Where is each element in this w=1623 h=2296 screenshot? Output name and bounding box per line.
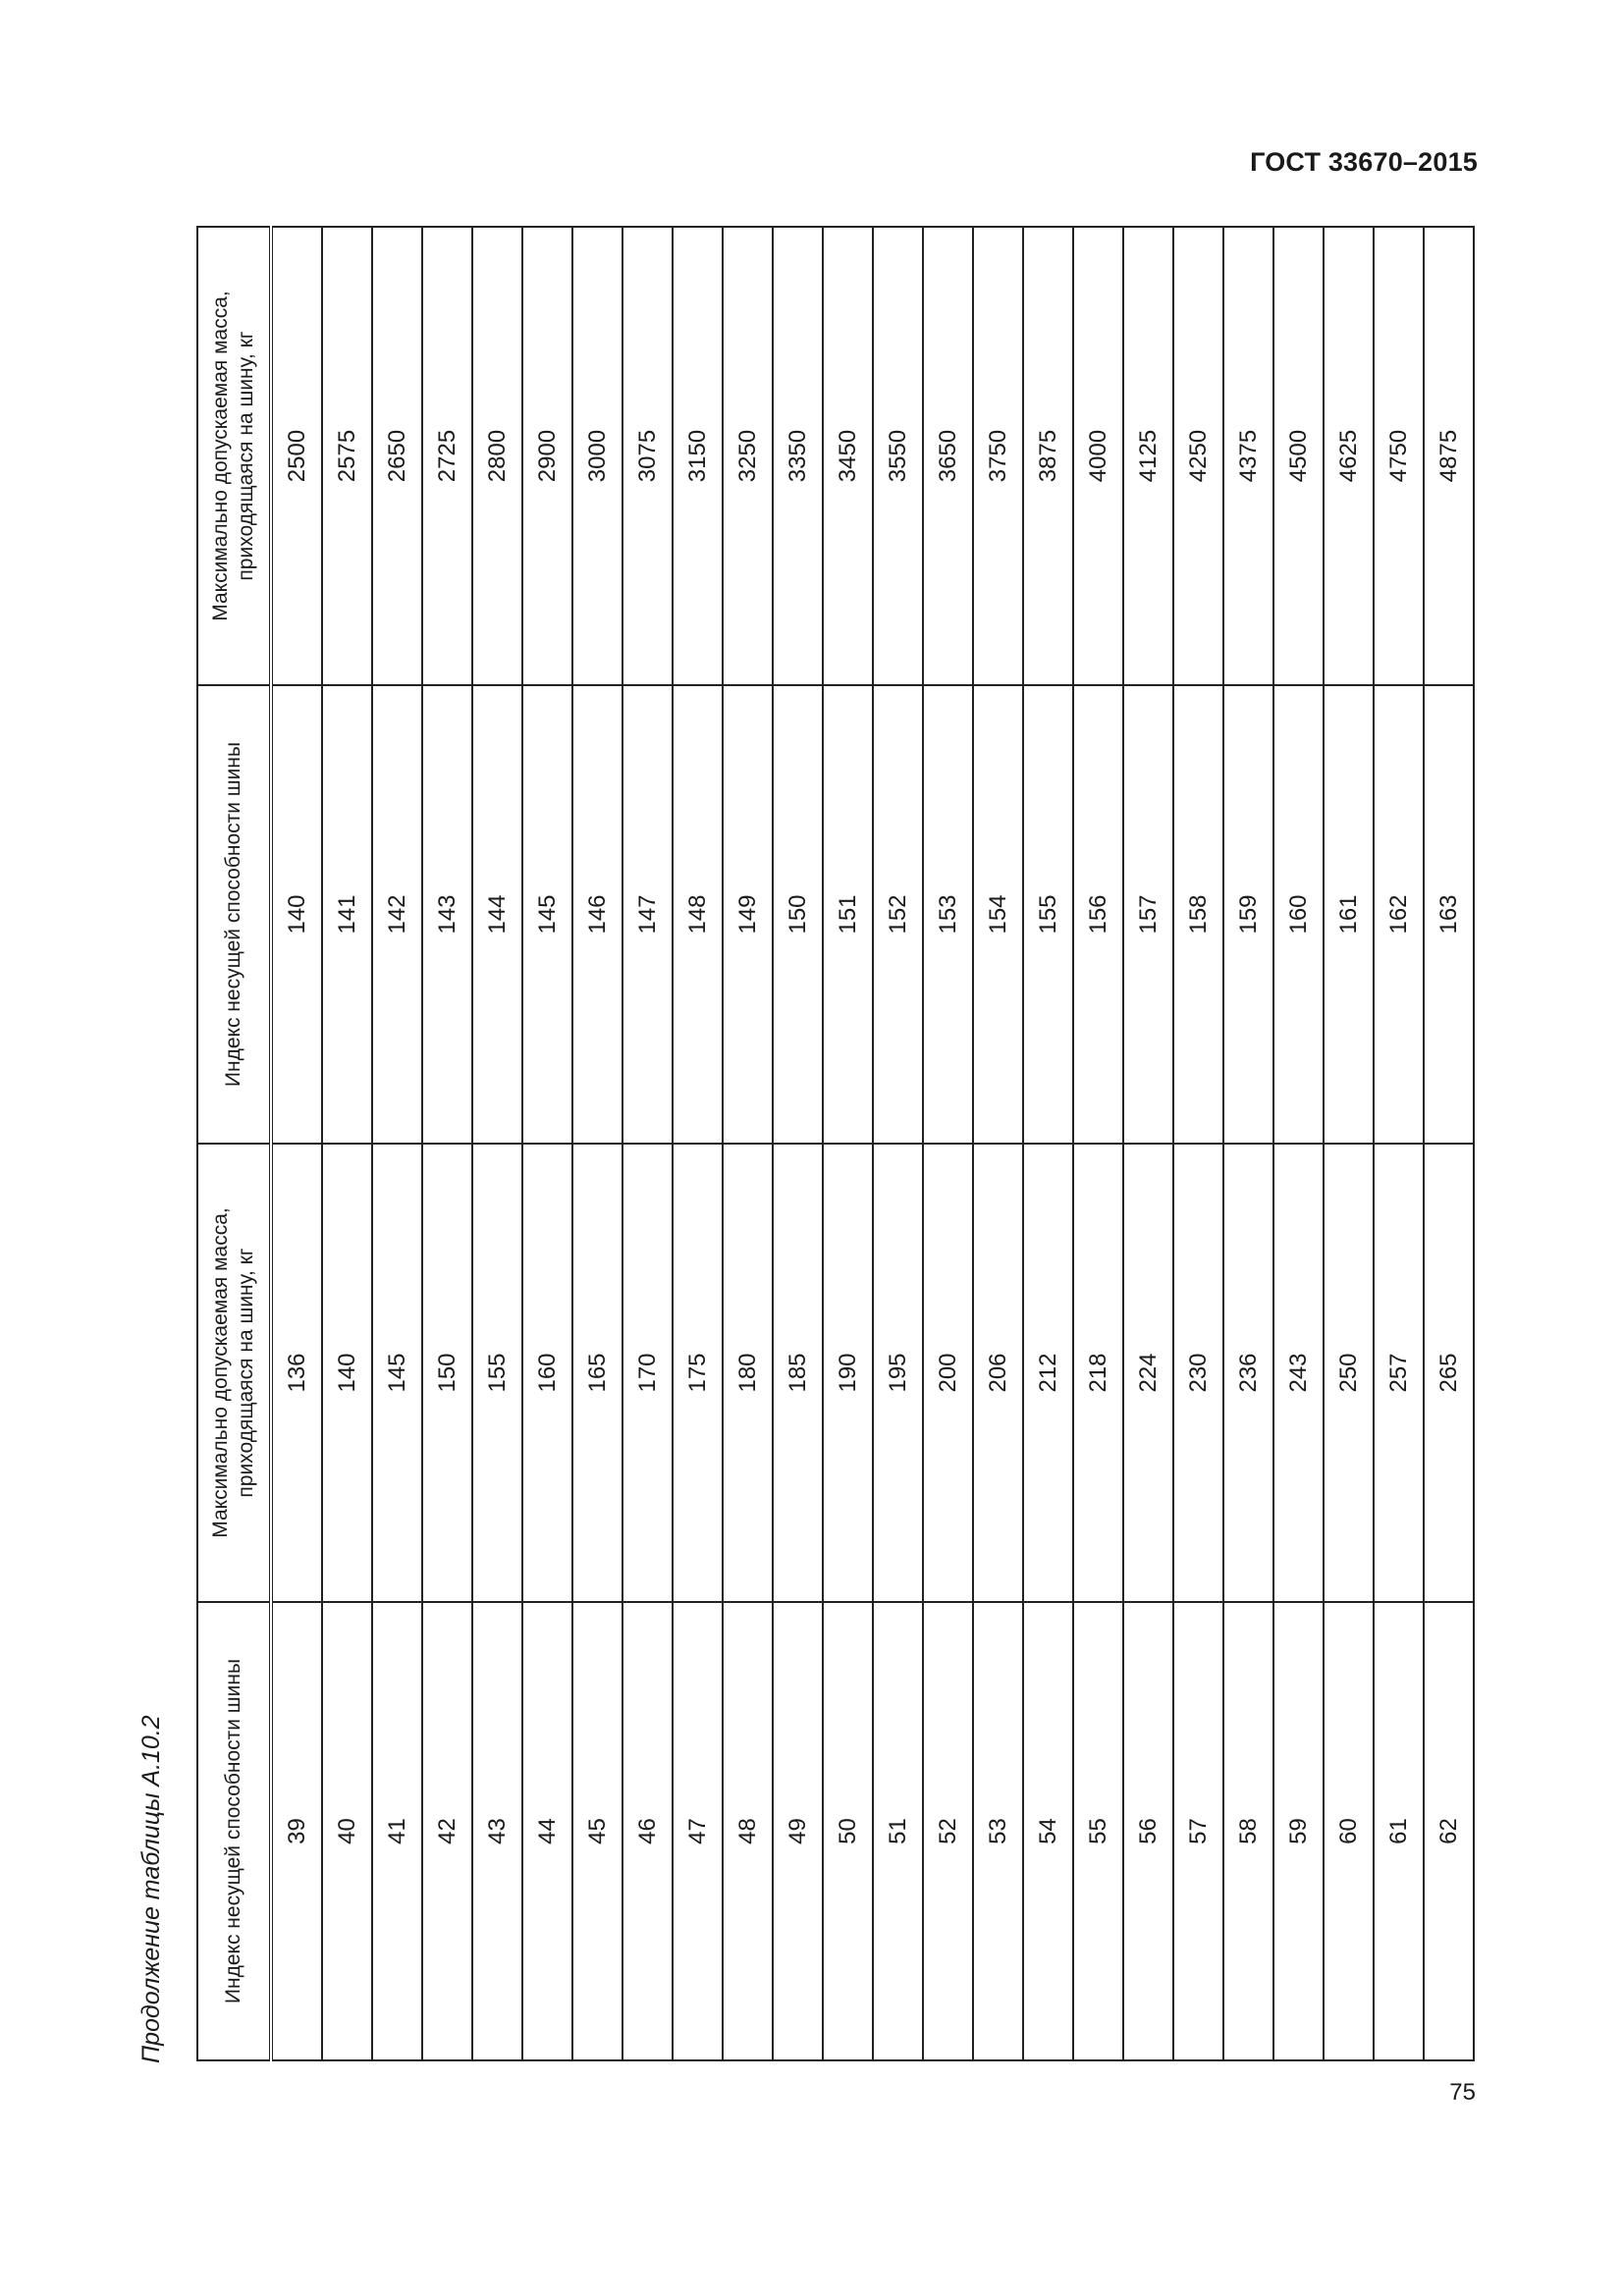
cell-max-mass-2: 3350 (773, 227, 823, 685)
cell-max-mass-1: 185 (773, 1144, 823, 1602)
column-header-max-mass-1: Максимально допускаемая масса, приходящаяся на шину, кг (197, 1144, 271, 1602)
cell-max-mass-2: 4500 (1273, 227, 1324, 685)
cell-max-mass-2: 4625 (1324, 227, 1374, 685)
cell-load-index-2: 140 (271, 685, 322, 1144)
cell-max-mass-2: 2650 (372, 227, 422, 685)
cell-load-index-2: 163 (1424, 685, 1474, 1144)
cell-max-mass-2: 2800 (472, 227, 522, 685)
cell-max-mass-1: 165 (572, 1144, 622, 1602)
cell-load-index-2: 149 (723, 685, 773, 1144)
table-row (522, 227, 572, 2060)
cell-load-index-2: 162 (1374, 685, 1424, 1144)
cell-max-mass-2: 3550 (873, 227, 923, 685)
table-row (973, 227, 1023, 2060)
cell-max-mass-2: 4000 (1073, 227, 1123, 685)
cell-max-mass-1: 218 (1073, 1144, 1123, 1602)
cell-load-index-1: 40 (322, 1602, 372, 2060)
table-row (1273, 227, 1324, 2060)
cell-load-index-2: 146 (572, 685, 622, 1144)
table-row (723, 227, 773, 2060)
cell-max-mass-2: 2500 (271, 227, 322, 685)
rotated-table-container (196, 226, 1462, 2061)
table-row (1424, 227, 1474, 2060)
table-row (1223, 227, 1273, 2060)
column-header-load-index-1: Индекс несущей способности шины (197, 1602, 271, 2060)
table-row (271, 227, 322, 2060)
cell-load-index-2: 161 (1324, 685, 1374, 1144)
table-row (422, 227, 472, 2060)
cell-max-mass-1: 265 (1424, 1144, 1474, 1602)
table-body (271, 227, 1474, 2060)
cell-max-mass-2: 2900 (522, 227, 572, 685)
cell-load-index-2: 143 (422, 685, 472, 1144)
cell-max-mass-1: 140 (322, 1144, 372, 1602)
cell-max-mass-2: 3150 (673, 227, 723, 685)
cell-load-index-2: 160 (1273, 685, 1324, 1144)
table-row (823, 227, 873, 2060)
column-header-max-mass-2: Максимально допускаемая масса, приходящаяся на шину, кг (197, 227, 271, 685)
table-caption: Продолжение таблицы А.10.2 (137, 1715, 165, 2063)
cell-load-index-2: 155 (1023, 685, 1073, 1144)
cell-load-index-1: 62 (1424, 1602, 1474, 2060)
cell-max-mass-2: 4250 (1173, 227, 1223, 685)
cell-max-mass-1: 136 (271, 1144, 322, 1602)
table-row (1374, 227, 1424, 2060)
cell-max-mass-2: 3250 (723, 227, 773, 685)
table-row (1123, 227, 1173, 2060)
page-number: 75 (1449, 2079, 1476, 2106)
cell-load-index-1: 45 (572, 1602, 622, 2060)
cell-load-index-2: 157 (1123, 685, 1173, 1144)
cell-max-mass-1: 195 (873, 1144, 923, 1602)
cell-max-mass-1: 145 (372, 1144, 422, 1602)
cell-max-mass-1: 243 (1273, 1144, 1324, 1602)
table-row (673, 227, 723, 2060)
cell-load-index-1: 46 (622, 1602, 673, 2060)
cell-load-index-1: 52 (923, 1602, 973, 2060)
cell-load-index-1: 47 (673, 1602, 723, 2060)
cell-max-mass-2: 4375 (1223, 227, 1273, 685)
cell-max-mass-1: 175 (673, 1144, 723, 1602)
cell-max-mass-1: 257 (1374, 1144, 1424, 1602)
cell-load-index-1: 54 (1023, 1602, 1073, 2060)
cell-load-index-1: 59 (1273, 1602, 1324, 2060)
cell-load-index-1: 57 (1173, 1602, 1223, 2060)
cell-max-mass-2: 4125 (1123, 227, 1173, 685)
cell-max-mass-2: 4750 (1374, 227, 1424, 685)
cell-load-index-1: 49 (773, 1602, 823, 2060)
cell-max-mass-2: 3075 (622, 227, 673, 685)
cell-load-index-1: 48 (723, 1602, 773, 2060)
cell-load-index-1: 58 (1223, 1602, 1273, 2060)
document-id: ГОСТ 33670–2015 (1250, 147, 1478, 177)
cell-load-index-1: 53 (973, 1602, 1023, 2060)
cell-load-index-1: 44 (522, 1602, 572, 2060)
table-row (923, 227, 973, 2060)
table-row (1324, 227, 1374, 2060)
cell-load-index-1: 61 (1374, 1602, 1424, 2060)
cell-load-index-2: 151 (823, 685, 873, 1144)
cell-load-index-2: 144 (472, 685, 522, 1144)
cell-load-index-2: 159 (1223, 685, 1273, 1144)
table-row (773, 227, 823, 2060)
cell-load-index-2: 153 (923, 685, 973, 1144)
cell-load-index-2: 148 (673, 685, 723, 1144)
cell-max-mass-2: 4875 (1424, 227, 1474, 685)
cell-max-mass-1: 155 (472, 1144, 522, 1602)
cell-load-index-2: 142 (372, 685, 422, 1144)
cell-max-mass-2: 2725 (422, 227, 472, 685)
cell-max-mass-2: 3750 (973, 227, 1023, 685)
table-row (1073, 227, 1123, 2060)
cell-load-index-2: 158 (1173, 685, 1223, 1144)
table-row (1023, 227, 1073, 2060)
cell-load-index-1: 55 (1073, 1602, 1123, 2060)
cell-load-index-1: 60 (1324, 1602, 1374, 2060)
cell-load-index-2: 156 (1073, 685, 1123, 1144)
cell-load-index-2: 154 (973, 685, 1023, 1144)
cell-load-index-2: 152 (873, 685, 923, 1144)
cell-max-mass-1: 200 (923, 1144, 973, 1602)
cell-max-mass-1: 180 (723, 1144, 773, 1602)
cell-max-mass-2: 2575 (322, 227, 372, 685)
table-row (472, 227, 522, 2060)
cell-load-index-2: 141 (322, 685, 372, 1144)
cell-max-mass-1: 190 (823, 1144, 873, 1602)
table-row (1173, 227, 1223, 2060)
cell-max-mass-2: 3650 (923, 227, 973, 685)
cell-load-index-1: 50 (823, 1602, 873, 2060)
cell-load-index-1: 39 (271, 1602, 322, 2060)
cell-load-index-1: 41 (372, 1602, 422, 2060)
cell-load-index-1: 51 (873, 1602, 923, 2060)
cell-max-mass-1: 150 (422, 1144, 472, 1602)
cell-load-index-2: 147 (622, 685, 673, 1144)
cell-load-index-2: 145 (522, 685, 572, 1144)
cell-max-mass-1: 224 (1123, 1144, 1173, 1602)
cell-max-mass-2: 3450 (823, 227, 873, 685)
cell-load-index-2: 150 (773, 685, 823, 1144)
cell-max-mass-1: 160 (522, 1144, 572, 1602)
column-header-load-index-2: Индекс несущей способности шины (197, 685, 271, 1144)
table-row (322, 227, 372, 2060)
table-row (572, 227, 622, 2060)
table-row (622, 227, 673, 2060)
cell-max-mass-1: 206 (973, 1144, 1023, 1602)
cell-load-index-1: 56 (1123, 1602, 1173, 2060)
load-index-table (196, 226, 1475, 2061)
cell-max-mass-1: 236 (1223, 1144, 1273, 1602)
cell-max-mass-2: 3875 (1023, 227, 1073, 685)
table-row (372, 227, 422, 2060)
cell-load-index-1: 43 (472, 1602, 522, 2060)
cell-max-mass-1: 170 (622, 1144, 673, 1602)
cell-load-index-1: 42 (422, 1602, 472, 2060)
cell-max-mass-1: 250 (1324, 1144, 1374, 1602)
cell-max-mass-1: 212 (1023, 1144, 1073, 1602)
table-header-row (197, 227, 271, 2060)
cell-max-mass-2: 3000 (572, 227, 622, 685)
table-row (873, 227, 923, 2060)
cell-max-mass-1: 230 (1173, 1144, 1223, 1602)
